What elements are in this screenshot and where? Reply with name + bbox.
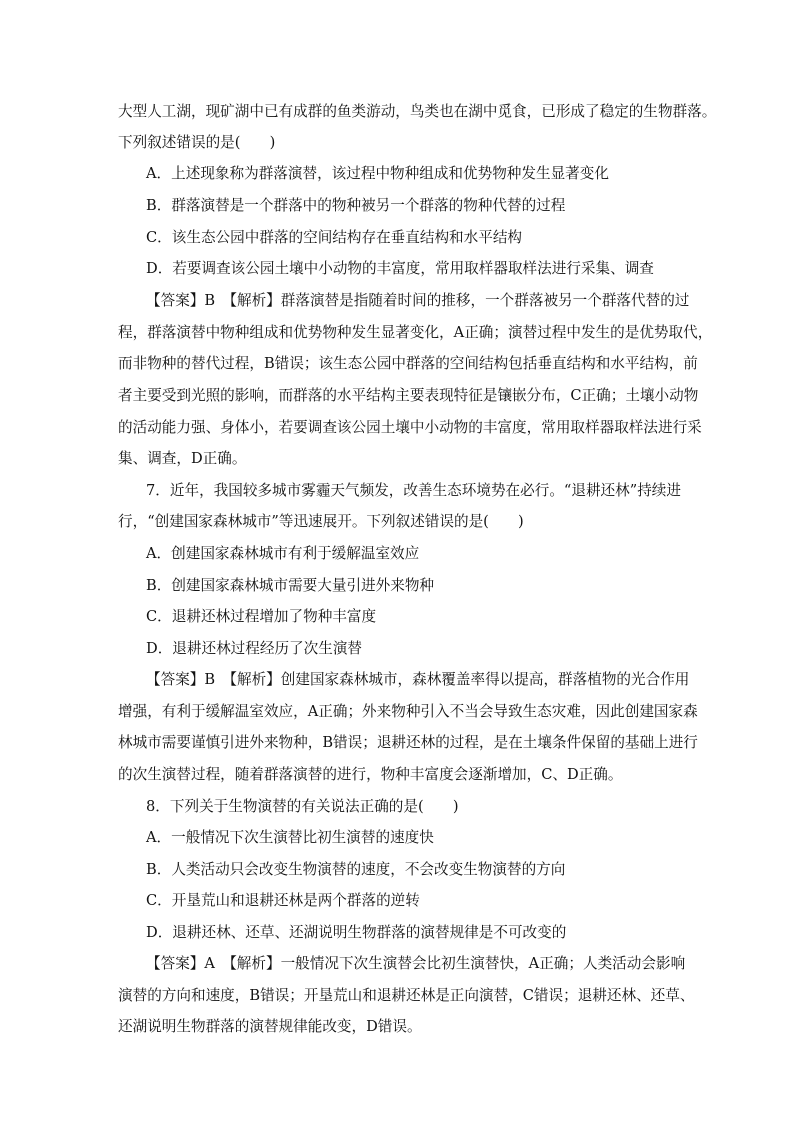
question-7-stem-cont: 行，“创建国家森林城市”等迅速展开。下列叙述错误的是( ) [118, 513, 524, 530]
explanation-line: 而非物种的替代过程，B错误；该生态公园中群落的空间结构包括垂直结构和水平结构，前 [118, 355, 698, 372]
passage-line: 大型人工湖，现矿湖中已有成群的鱼类游动，鸟类也在湖中觅食，已形成了稳定的生物群落。 [118, 103, 717, 120]
option-d: D．若要调查该公园土壤中小动物的丰富度，常用取样器取样法进行采集、调查 [146, 260, 654, 277]
option-d: D．退耕还林、还草、还湖说明生物群落的演替规律是不可改变的 [146, 924, 567, 941]
explanation-line: 的活动能力强、身体小，若要调查该公园土壤中小动物的丰富度，常用取样器取样法进行采 [118, 419, 702, 436]
question-stem: 下列叙述错误的是( ) [118, 134, 276, 151]
option-b: B．人类活动只会改变生物演替的速度，不会改变生物演替的方向 [146, 861, 566, 878]
explanation-line: 林城市需要谨慎引进外来物种，B错误；退耕还林的过程，是在土壤条件保留的基础上进行 [118, 734, 698, 751]
option-b: B．群落演替是一个群落中的物种被另一个群落的物种代替的过程 [146, 197, 566, 214]
explanation-line: 集、调查，D正确。 [118, 450, 247, 467]
question-8-stem: 8．下列关于生物演替的有关说法正确的是( ) [146, 798, 459, 815]
option-c: C．开垦荒山和退耕还林是两个群落的逆转 [146, 892, 420, 909]
explanation-line: 还湖说明生物群落的演替规律能改变，D错误。 [118, 1018, 422, 1035]
explanation-line: 者主要受到光照的影响，而群落的水平结构主要表现特征是镶嵌分布，C正确；土壤小动物 [118, 387, 699, 404]
option-c: C．该生态公园中群落的空间结构存在垂直结构和水平结构 [146, 229, 523, 246]
answer-line: 【答案】B 【解析】创建国家森林城市，森林覆盖率得以提高，群落植物的光合作用 [146, 671, 690, 688]
option-a: A．创建国家森林城市有利于缓解温室效应 [146, 545, 420, 562]
answer-line: 【答案】B 【解析】群落演替是指随着时间的推移，一个群落被另一个群落代替的过 [146, 292, 690, 309]
question-7-stem: 7．近年，我国较多城市雾霾天气频发，改善生态环境势在必行。“退耕还林”持续进 [146, 482, 681, 499]
option-a: A．一般情况下次生演替比初生演替的速度快 [146, 829, 434, 846]
option-a: A．上述现象称为群落演替，该过程中物种组成和优势物种发生显著变化 [146, 165, 609, 182]
explanation-line: 程，群落演替中物种组成和优势物种发生显著变化，A正确；演替过程中发生的是优势取代， [118, 324, 713, 341]
option-b: B．创建国家森林城市需要大量引进外来物种 [146, 577, 435, 594]
explanation-line: 的次生演替过程，随着群落演替的进行，物种丰富度会逐渐增加，C、D正确。 [118, 766, 623, 783]
explanation-line: 演替的方向和速度，B错误；开垦荒山和退耕还林是正向演替，C错误；退耕还林、还草、 [118, 987, 695, 1004]
answer-line: 【答案】A 【解析】一般情况下次生演替会比初生演替快，A正确；人类活动会影响 [146, 955, 686, 972]
option-c: C．退耕还林过程增加了物种丰富度 [146, 608, 377, 625]
option-d: D．退耕还林过程经历了次生演替 [146, 640, 363, 657]
explanation-line: 增强，有利于缓解温室效应，A正确；外来物种引入不当会导致生态灾难，因此创建国家森 [118, 703, 698, 720]
